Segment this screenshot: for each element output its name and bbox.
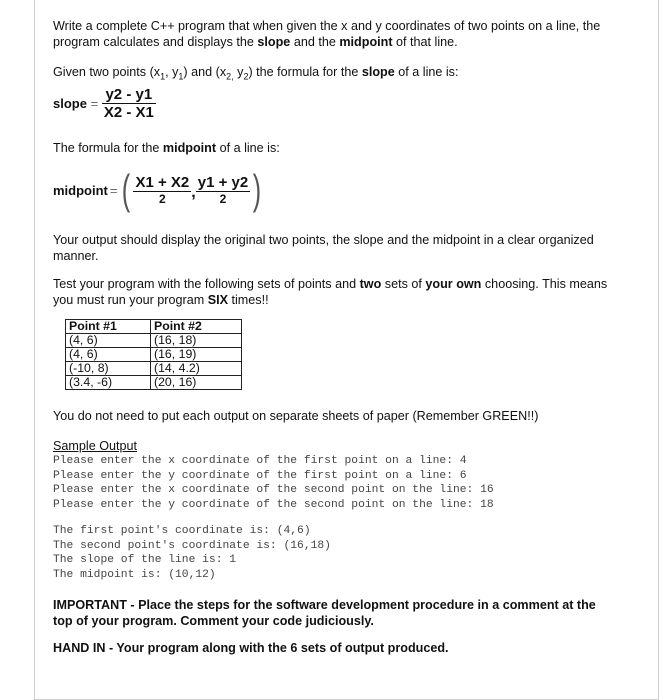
document-page: [34, 0, 659, 700]
given-subscript: 2,: [226, 71, 234, 82]
right-paren-icon: ): [253, 166, 262, 213]
intro-midpoint-word: midpoint: [339, 35, 393, 49]
table-cell: (4, 6): [66, 348, 151, 362]
sample-result-line: The midpoint is: (10,12): [53, 568, 216, 581]
sample-prompt-line: Please enter the y coordinate of the second point on the line: 18: [53, 498, 494, 511]
hand-in-text: HAND IN - Your program along with the 6 sets of output produced.: [53, 641, 449, 655]
sample-prompt-line: Please enter the x coordinate of the first point on a line: 4: [53, 455, 467, 467]
given-text: ) and (x: [183, 65, 227, 79]
given-text: y: [233, 65, 244, 79]
given-subscript: 1: [178, 71, 184, 82]
table-cell: (20, 16): [151, 376, 242, 390]
test-your-own-word: your own: [425, 277, 482, 291]
points-table: [65, 319, 242, 390]
table-header-point1: Point #1: [66, 320, 151, 334]
sample-result-line: The second point's coordinate is: (16,18): [53, 539, 331, 552]
intro-line-2: [53, 34, 653, 50]
table-header-row: [66, 320, 242, 334]
given-text: of a line is:: [394, 65, 459, 79]
midpoint-intro-text: of a line is:: [216, 141, 280, 155]
table-row: [66, 362, 242, 376]
equals-sign: =: [90, 96, 99, 111]
midpoint-intro-line: [53, 140, 653, 156]
important-line-2: top of your program. Comment your code judiciously.: [53, 614, 374, 628]
midpoint-x-denominator: 2: [133, 191, 191, 206]
table-cell: (16, 19): [151, 348, 242, 362]
midpoint-x-numerator: X1 + X2: [135, 174, 190, 191]
table-row: [66, 334, 242, 348]
midpoint-x-fraction: [133, 174, 191, 206]
slope-fraction: [102, 86, 156, 121]
sample-prompt-line: Please enter the x coordinate of the second point on the line: 16: [53, 484, 494, 496]
test-text: you must run your program: [53, 293, 208, 307]
table-cell: (16, 18): [151, 334, 242, 348]
sample-results: [53, 524, 653, 582]
hand-in-note: [53, 640, 653, 656]
sample-result-line: The first point's coordinate is: (4,6): [53, 525, 311, 537]
intro-text: and the: [290, 35, 340, 49]
midpoint-word: midpoint: [162, 141, 217, 155]
test-line-1: [53, 276, 653, 292]
test-six-word: SIX: [207, 293, 228, 307]
output-paragraph: [53, 232, 653, 264]
given-subscript: 2: [243, 71, 249, 82]
test-text: times!!: [228, 293, 269, 307]
equals-sign: =: [109, 182, 118, 198]
given-points-paragraph: [53, 64, 653, 85]
intro-paragraph: [53, 18, 653, 50]
table-cell: (14, 4.2): [151, 362, 242, 376]
test-text: sets of: [381, 277, 426, 291]
table-row: [66, 376, 242, 390]
intro-slope-word: slope: [257, 35, 291, 49]
test-line-2: [53, 292, 653, 308]
sample-result-line: The slope of the line is: 1: [53, 554, 237, 566]
intro-line-1: Write a complete C++ program that when given the x and y coordinates of two points on a line, the: [53, 19, 601, 33]
table-header-point2: Point #2: [151, 320, 242, 334]
left-paren-icon: (: [122, 166, 131, 213]
intro-text: of that line.: [392, 35, 458, 49]
important-note: [53, 597, 653, 629]
sample-prompt-line: Please enter the y coordinate of the first point on a line: 6: [53, 469, 467, 482]
output-line-2: manner.: [53, 249, 99, 263]
given-text: Given two points (x: [53, 65, 161, 79]
test-two-word: two: [359, 277, 382, 291]
midpoint-y-numerator: y1 + y2: [197, 174, 249, 191]
slope-formula: [53, 86, 156, 121]
slope-label: slope: [53, 96, 87, 111]
test-text: choosing. This means: [481, 277, 608, 291]
midpoint-intro: [53, 140, 653, 156]
given-slope-word: slope: [361, 65, 395, 79]
important-line-1: IMPORTANT - Place the steps for the software development procedure in a comment at the: [53, 598, 596, 612]
output-line-1: Your output should display the original two points, the slope and the midpoint in a clear organized: [53, 233, 594, 247]
table-row: [66, 348, 242, 362]
midpoint-formula: [53, 166, 264, 213]
separate-sheets-text: You do not need to put each output on separate sheets of paper (Remember GREEN!!): [53, 409, 539, 423]
midpoint-comma: ,: [191, 184, 196, 201]
table-cell: (4, 6): [66, 334, 151, 348]
slope-numerator: y2 - y1: [102, 86, 156, 104]
slope-denominator: X2 - X1: [103, 104, 154, 121]
given-text: , y: [165, 65, 179, 79]
midpoint-label: midpoint: [53, 182, 108, 198]
separate-sheets-note: [53, 408, 653, 424]
given-subscript: 1: [160, 71, 166, 82]
table-cell: (3.4, -6): [66, 376, 151, 390]
intro-text: program calculates and displays the: [53, 35, 258, 49]
midpoint-y-denominator: 2: [196, 191, 250, 206]
test-paragraph: [53, 276, 653, 308]
midpoint-intro-text: The formula for the: [53, 141, 163, 155]
sample-output-title: Sample Output: [53, 439, 138, 453]
given-line: [53, 64, 653, 85]
midpoint-y-fraction: [196, 174, 250, 206]
table-cell: (-10, 8): [66, 362, 151, 376]
sample-output: [53, 438, 653, 512]
test-text: Test your program with the following sets of points and: [53, 277, 360, 291]
given-text: ) the formula for the: [248, 65, 362, 79]
